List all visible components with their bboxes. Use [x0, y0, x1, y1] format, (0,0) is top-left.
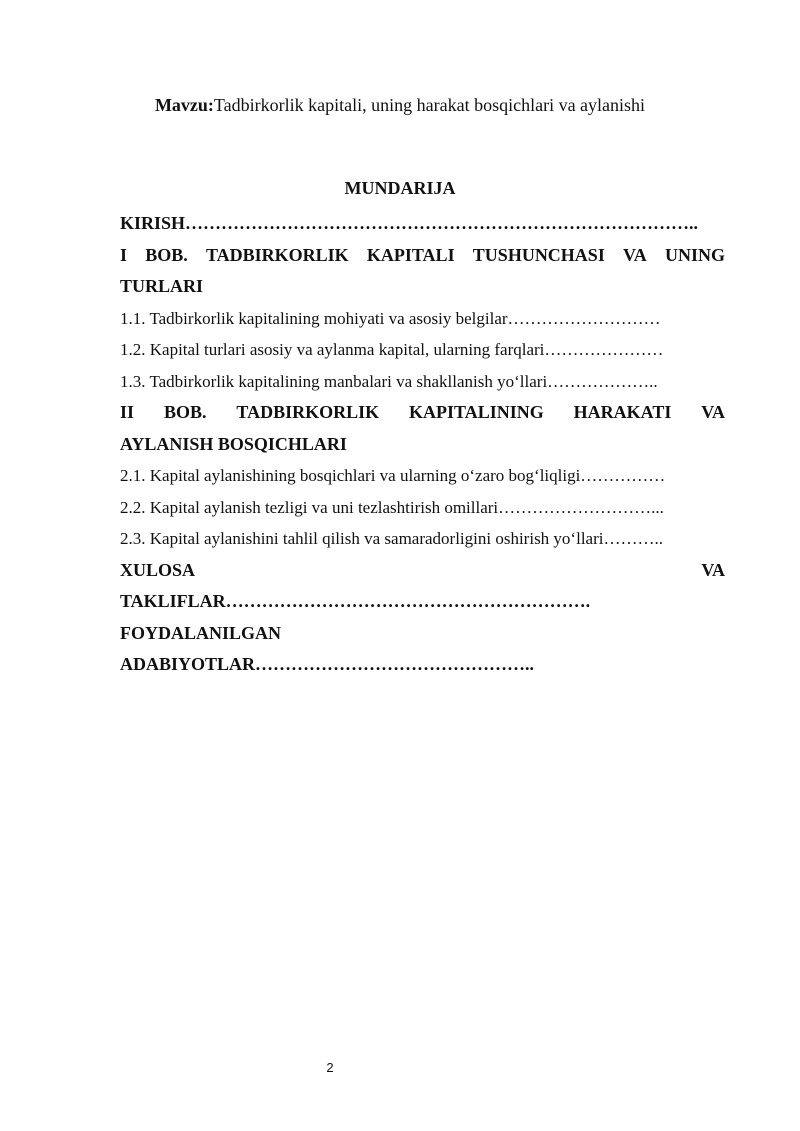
topic-label: Mavzu:: [154, 95, 214, 115]
toc-entry-chapter-2: [120, 397, 725, 429]
toc-entry-references-continued: ADABIYOTLAR………………………………………..: [120, 654, 535, 674]
chapter-2-word: HARAKATI: [573, 402, 672, 422]
toc-entry-chapter-2-continued: AYLANISH BOSQICHLARI: [120, 433, 347, 454]
chapter-1-word: UNING: [664, 244, 725, 265]
page-number: 2: [326, 1060, 334, 1075]
chapter-2-word: KAPITALINING: [409, 402, 544, 422]
topic-line: [0, 94, 800, 116]
conclusion-word: VA: [701, 559, 725, 580]
topic-text: Tadbirkorlik kapitali, uning harakat bosqichlari va aylanishi: [213, 95, 646, 115]
toc-entry-conclusion: [120, 555, 725, 587]
table-of-contents: [120, 208, 725, 681]
chapter-1-word: BOB.: [145, 244, 188, 265]
toc-entry-introduction: KIRISH…………………………………………………………………………..: [120, 213, 699, 233]
toc-entry-section-2-2: 2.2. Kapital aylanish tezligi va uni tezlashtirish omillari………………………...: [120, 497, 664, 517]
chapter-2-word: TADBIRKORLIK: [236, 402, 380, 422]
toc-entry-section-1-3: 1.3. Tadbirkorlik kapitalining manbalari va shakllanish yo‘llari………………..: [120, 371, 658, 391]
chapter-1-word: KAPITALI: [366, 244, 455, 265]
chapter-2-word: VA: [701, 402, 725, 422]
toc-entry-section-1-1: 1.1. Tadbirkorlik kapitalining mohiyati va asosiy belgilar………………………: [120, 308, 661, 328]
chapter-1-word: I: [120, 244, 128, 265]
chapter-1-word: TADBIRKORLIK: [205, 244, 349, 265]
toc-entry-chapter-1-continued: TURLARI: [120, 276, 204, 296]
chapter-1-word: VA: [623, 244, 647, 265]
toc-entry-chapter-1: [120, 240, 725, 272]
chapter-1-word: TUSHUNCHASI: [472, 244, 605, 265]
chapter-2-word: II: [120, 402, 135, 422]
conclusion-word: XULOSA: [120, 559, 196, 580]
toc-entry-references: FOYDALANILGAN: [120, 622, 282, 643]
toc-heading: MUNDARIJA: [344, 178, 456, 198]
toc-entry-section-1-2: 1.2. Kapital turlari asosiy va aylanma kapital, ularning farqlari…………………: [120, 340, 664, 359]
toc-entry-conclusion-continued: TAKLIFLAR…………………………………………………….: [120, 591, 591, 611]
toc-entry-section-2-1: 2.1. Kapital aylanishining bosqichlari va ularning o‘zaro bog‘liqligi……………: [120, 466, 666, 485]
chapter-2-word: BOB.: [163, 402, 207, 422]
toc-entry-section-2-3: 2.3. Kapital aylanishini tahlil qilish va samaradorligini oshirish yo‘llari………..: [120, 529, 663, 548]
